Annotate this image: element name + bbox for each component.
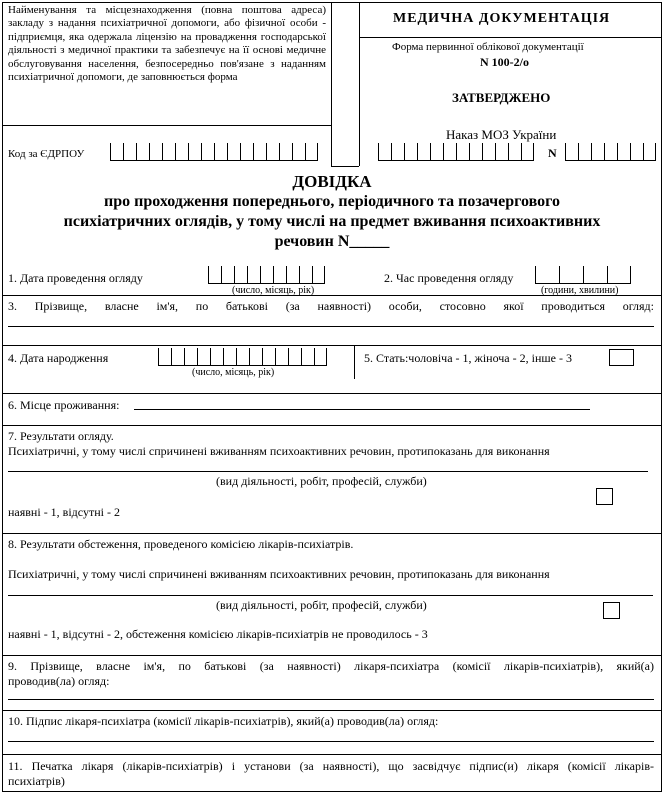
title-line-1: ДОВІДКА	[292, 172, 372, 191]
field-7-text: Психіатричні, у тому числі спричинені вживанням психоактивних речовин, протипоказань для виконання	[8, 444, 550, 458]
field-7-options: наявні - 1, відсутні - 2	[8, 505, 120, 519]
n-cells[interactable]	[565, 143, 656, 161]
field-7-input[interactable]	[8, 471, 648, 472]
row-sep-5	[2, 533, 662, 534]
form-number: N 100-2/о	[480, 55, 529, 69]
row-sep-2	[2, 345, 662, 346]
field-2-hint: (години, хвилини)	[541, 285, 619, 296]
field-6-input[interactable]	[134, 409, 590, 410]
header-divider-left	[331, 2, 332, 166]
field-8-checkbox[interactable]	[603, 602, 620, 619]
order-number-cells[interactable]	[378, 143, 534, 161]
field-4-hint: (число, місяць, рік)	[192, 367, 275, 378]
title-line-3: психіатричних оглядів, у тому числі на предмет вживання психоактивних	[63, 213, 601, 230]
field-10-input[interactable]	[8, 741, 654, 742]
field-8-options: наявні - 1, відсутні - 2, обстеження комісією лікарів-психіатрів не проводилось - 3	[8, 627, 428, 641]
row-sep-3	[2, 393, 662, 394]
field-2-label: 2. Час проведення огляду	[384, 271, 514, 285]
field-8-hint: (вид діяльності, робіт, професій, служби)	[216, 598, 427, 612]
field-10-label: 10. Підпис лікаря-психіатра (комісії лікарів-психіатрів), який(а) проводив(ла) огляд:	[8, 714, 439, 728]
field-3-input[interactable]	[8, 326, 654, 327]
row-sep-6	[2, 655, 662, 656]
field-4-date-cells[interactable]	[158, 348, 327, 366]
field-6-label: 6. Місце проживання:	[8, 398, 120, 412]
field-9-input[interactable]	[8, 699, 654, 700]
order-label: Наказ МОЗ України	[446, 127, 557, 142]
row-sep-8	[2, 754, 662, 755]
row-sep-7	[2, 710, 662, 711]
field-7-checkbox[interactable]	[596, 488, 613, 505]
field-7-hint: (вид діяльності, робіт, професій, служби)	[216, 474, 427, 488]
field-8-text: Психіатричні, у тому числі спричинені вживанням психоактивних речовин, протипоказань для виконання	[8, 567, 550, 581]
institution-info: Найменування та місцезнаходження (повна поштова адреса) закладу з надання психіатричної допомоги, або фізичної особи - підприємця, яка одержала ліцензію на провадження господарської діяльності з медичної практики та забезпечує на її основі медичне обслуговування населення, безпосередньо пов'язане з наданням психіатричної допомоги, де заповнюється форма	[8, 4, 326, 84]
row-sep-4	[2, 425, 662, 426]
field-9-line-2: проводив(ла) огляд:	[8, 674, 110, 688]
edrpou-cells[interactable]	[110, 143, 318, 161]
field-7-label: 7. Результати огляду.	[8, 429, 114, 443]
field-3-label: 3. Прізвище, власне ім'я, по батькові (за наявності) особи, стосовно якої проводиться огляд:	[8, 299, 654, 313]
edrpou-label: Код за ЄДРПОУ	[8, 148, 85, 160]
field-8-label: 8. Результати обстеження, проведеного комісією лікарів-психіатрів.	[8, 537, 354, 551]
header-left-bottom	[2, 125, 331, 126]
field-8-input[interactable]	[8, 595, 653, 596]
approved-label: ЗАТВЕРДЖЕНО	[452, 90, 551, 105]
med-doc-title: МЕДИЧНА ДОКУМЕНТАЦІЯ	[393, 11, 611, 26]
title-line-4: речовин N_____	[274, 233, 390, 250]
header-divider-right	[359, 2, 360, 166]
field-9-line-1: 9. Прізвище, власне ім'я, по батькові (за наявності) лікаря-психіатра (комісії лікарів-психіатрів), який(а)	[8, 659, 654, 673]
field-11-line-1: 11. Печатка лікаря (лікарів-психіатрів) і установи (за наявності), що засвідчує підпис(и) лікаря (комісії лікарів-	[8, 759, 654, 773]
field-4-5-divider	[354, 345, 355, 379]
row-sep-1	[2, 295, 662, 296]
field-11-line-2: психіатрів)	[8, 774, 65, 788]
field-4-label: 4. Дата народження	[8, 351, 109, 365]
document-title	[2, 172, 662, 252]
field-1-label: 1. Дата проведення огляду	[8, 271, 143, 285]
field-1-hint: (число, місяць, рік)	[232, 285, 315, 296]
title-line-2: про проходження попереднього, періодичного та позачергового	[104, 193, 560, 210]
field-5-checkbox[interactable]	[609, 349, 634, 366]
field-2-time-cells[interactable]	[535, 266, 631, 284]
field-1-date-cells[interactable]	[208, 266, 325, 284]
n-label: N	[548, 146, 557, 160]
header-bottom	[331, 166, 359, 167]
header-right-sep	[359, 37, 662, 38]
field-5-label: 5. Стать:чоловіча - 1, жіноча - 2, інше - 3	[364, 351, 572, 365]
form-line: Форма первинної облікової документації	[392, 41, 584, 53]
